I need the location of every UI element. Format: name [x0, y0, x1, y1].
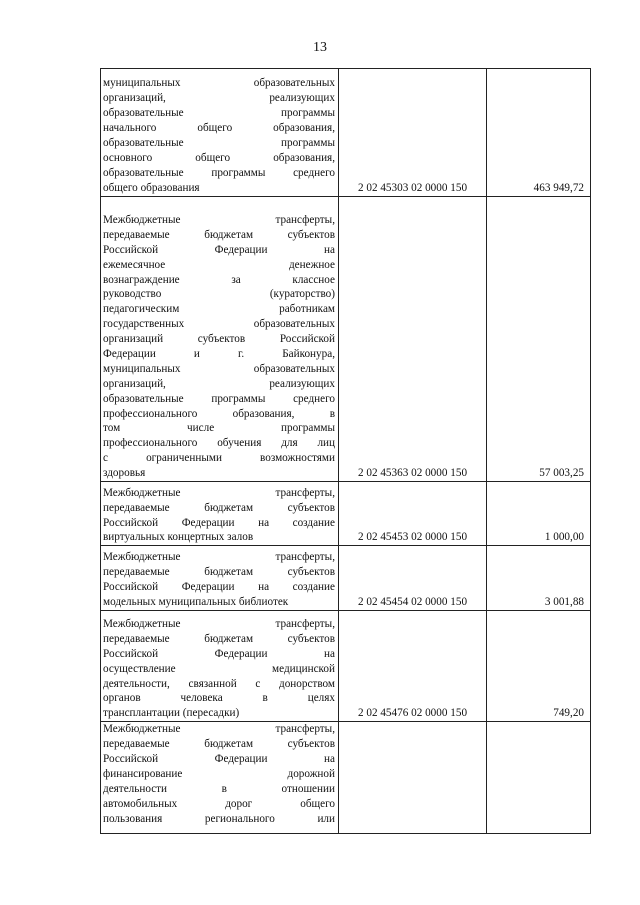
- description-line: образовательные программы среднего: [103, 392, 335, 405]
- description-line: Российской Федерации на: [103, 243, 335, 256]
- amount-cell: 749,20: [487, 610, 591, 722]
- description-line: Российской Федерации на создание: [103, 516, 335, 529]
- description-line: передаваемые бюджетам субъектов: [103, 228, 335, 241]
- description-line: муниципальных образовательных: [103, 362, 335, 375]
- description-line: автомобильных дорог общего: [103, 797, 335, 810]
- description-line: осуществление медицинской: [103, 662, 335, 675]
- amount-cell: 1 000,00: [487, 482, 591, 546]
- budget-code-cell: [339, 722, 487, 834]
- description-line: передаваемые бюджетам субъектов: [103, 738, 335, 751]
- amount-cell: 57 003,25: [487, 196, 591, 482]
- budget-table-body: [101, 69, 591, 834]
- description-line: государственных образовательных: [103, 318, 335, 331]
- description-line: модельных муниципальных библиотек: [103, 595, 289, 608]
- description-line: здоровья: [103, 467, 146, 480]
- amount-cell: 463 949,72: [487, 69, 591, 197]
- description-cell: [101, 196, 339, 482]
- description-line: финансирование дорожной: [103, 767, 335, 780]
- table-row: [101, 722, 591, 834]
- description-line: общего образования: [103, 181, 200, 194]
- budget-code-cell: 2 02 45363 02 0000 150: [339, 196, 487, 482]
- table-row: [101, 546, 591, 610]
- amount-cell: 3 001,88: [487, 546, 591, 610]
- description-line: образовательные программы: [103, 136, 335, 149]
- description-line: профессионального обучения для лиц: [103, 437, 335, 450]
- description-line: деятельности, связанной с донорством: [103, 677, 335, 690]
- description-line: руководство (кураторство): [103, 288, 335, 301]
- description-line: начального общего образования,: [103, 122, 335, 135]
- description-line: организаций, реализующих: [103, 92, 335, 105]
- description-line: Межбюджетные трансферты,: [103, 214, 335, 227]
- table-row: [101, 196, 591, 482]
- budget-code-cell: 2 02 45476 02 0000 150: [339, 610, 487, 722]
- description-line: ежемесячное денежное: [103, 258, 335, 271]
- table-row: [101, 69, 591, 197]
- description-line: Российской Федерации на создание: [103, 580, 335, 593]
- description-line: вознаграждение за классное: [103, 273, 335, 286]
- description-line: Межбюджетные трансферты,: [103, 618, 335, 631]
- description-line: Межбюджетные трансферты,: [103, 486, 335, 499]
- budget-code-cell: 2 02 45454 02 0000 150: [339, 546, 487, 610]
- budget-table: [100, 68, 591, 834]
- description-line: Межбюджетные трансферты,: [103, 551, 335, 564]
- description-line: деятельности в отношении: [103, 782, 335, 795]
- description-cell: [101, 610, 339, 722]
- description-line: передаваемые бюджетам субъектов: [103, 565, 335, 578]
- description-line: Российской Федерации на: [103, 753, 335, 766]
- budget-code-cell: 2 02 45453 02 0000 150: [339, 482, 487, 546]
- table-row: [101, 610, 591, 722]
- description-line: виртуальных концертных залов: [103, 531, 254, 544]
- description-cell: [101, 69, 339, 197]
- description-line: образовательные программы: [103, 107, 335, 120]
- description-line: том числе программы: [103, 422, 335, 435]
- amount-cell: [487, 722, 591, 834]
- description-cell: [101, 482, 339, 546]
- description-line: трансплантации (пересадки): [103, 707, 240, 720]
- description-line: образовательные программы среднего: [103, 166, 335, 179]
- description-line: муниципальных образовательных: [103, 77, 335, 90]
- description-cell: [101, 722, 339, 834]
- page-number: 13: [313, 40, 327, 55]
- description-line: органов человека в целях: [103, 692, 335, 705]
- description-line: пользования регионального или: [103, 812, 335, 825]
- description-line: педагогическим работникам: [103, 303, 335, 316]
- description-line: организаций, реализующих: [103, 377, 335, 390]
- description-line: Межбюджетные трансферты,: [103, 723, 335, 736]
- description-line: Федерации и г. Байконура,: [103, 348, 335, 361]
- table-row: [101, 482, 591, 546]
- description-line: профессионального образования, в: [103, 407, 335, 420]
- description-line: передаваемые бюджетам субъектов: [103, 632, 335, 645]
- budget-code-cell: 2 02 45303 02 0000 150: [339, 69, 487, 197]
- description-line: организаций субъектов Российской: [103, 333, 335, 346]
- description-line: передаваемые бюджетам субъектов: [103, 501, 335, 514]
- description-line: Российской Федерации на: [103, 647, 335, 660]
- description-line: с ограниченными возможностями: [103, 452, 335, 465]
- description-cell: [101, 546, 339, 610]
- description-line: основного общего образования,: [103, 151, 335, 164]
